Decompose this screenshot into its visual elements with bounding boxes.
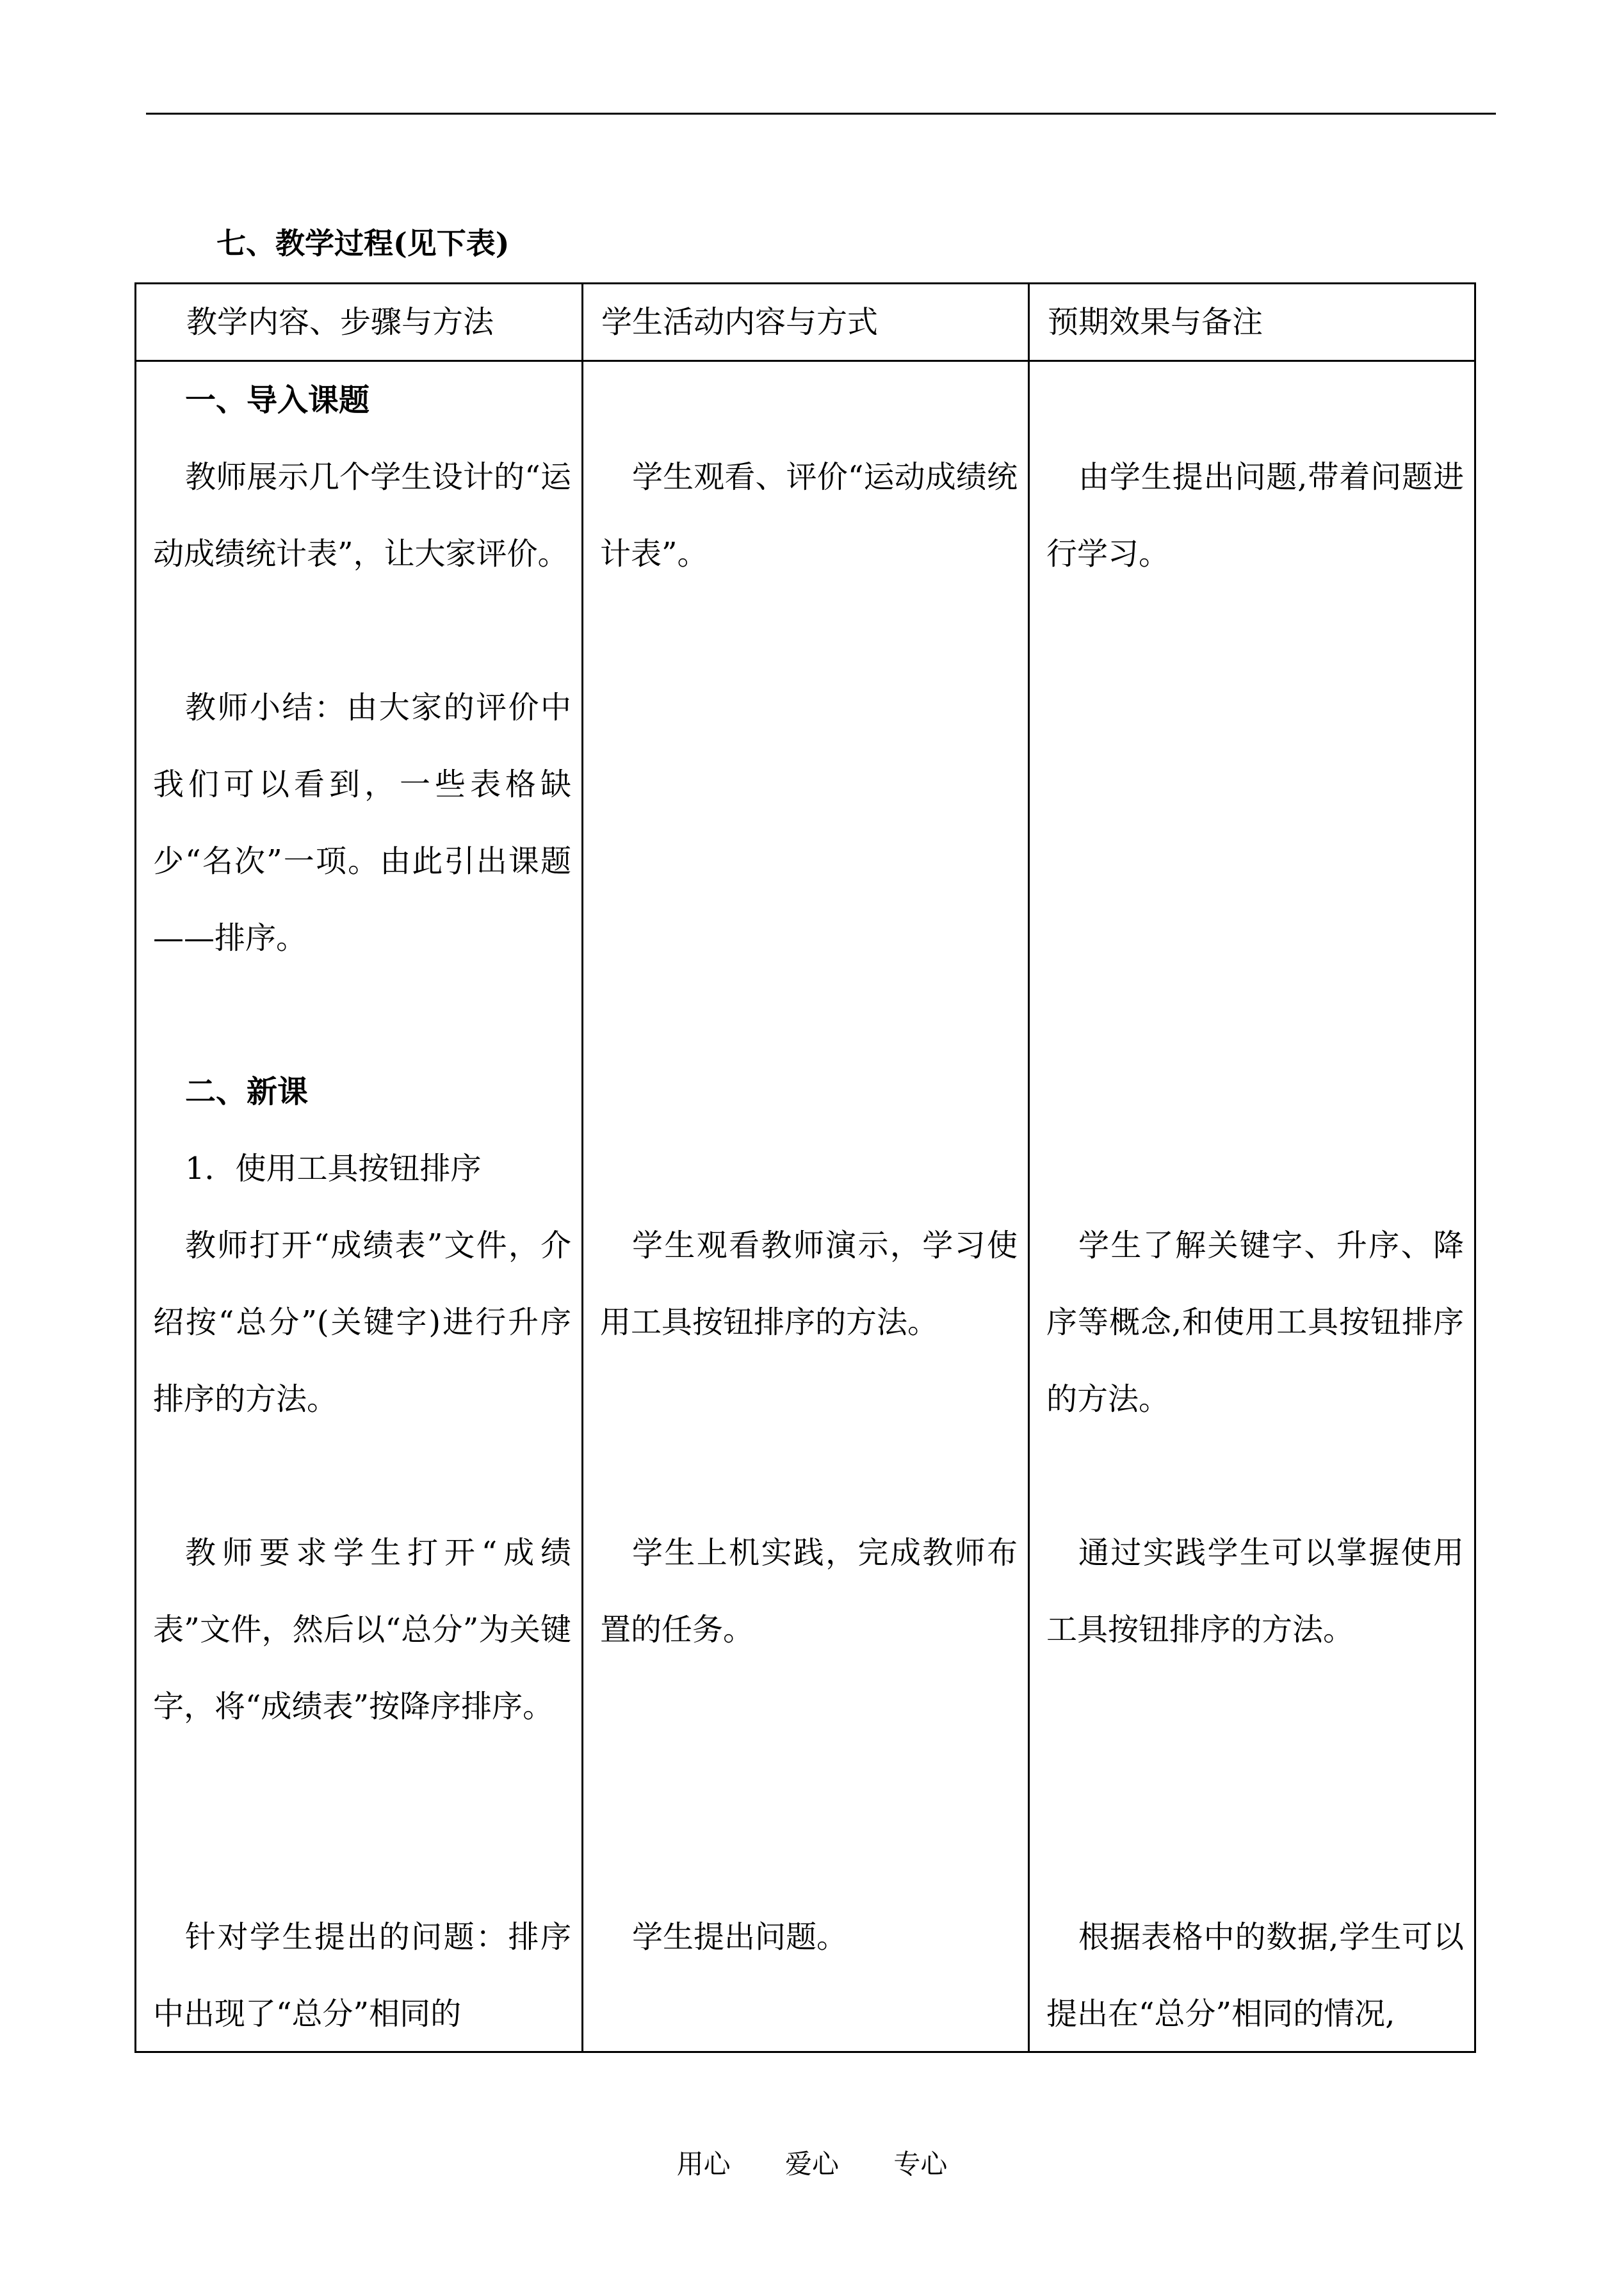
paragraph-teacher-assigns: 教师要求学生打开“成绩表”文件，然后以“总分”为关键字，将“成绩表”按降序排序。 — [153, 1535, 571, 1724]
paragraph-effect-questions: 由学生提出问题,带着问题进行学习。 — [1046, 459, 1464, 572]
column-teaching-content — [136, 361, 583, 2052]
footer-word: 用心 — [676, 2148, 731, 2180]
paragraph-effect-data: 根据表格中的数据,学生可以提出在“总分”相同的情况, — [1046, 1919, 1464, 2032]
paragraph-student-watch: 学生观看教师演示，学习使用工具按钮排序的方法。 — [600, 1228, 1018, 1340]
teaching-process-table — [134, 282, 1476, 2053]
heading-new-lesson: 二、新课 — [185, 1074, 309, 1110]
footer-word: 爱心 — [784, 2148, 839, 2180]
table-header-row — [136, 284, 1475, 361]
heading-intro: 一、导入课题 — [185, 382, 370, 418]
header-expected-effect: 预期效果与备注 — [1029, 284, 1475, 361]
header-rule — [146, 113, 1496, 115]
section-title: 七、教学过程(见下表) — [216, 226, 510, 261]
header-student-activity: 学生活动内容与方式 — [583, 284, 1029, 361]
paragraph-effect-master: 通过实践学生可以掌握使用工具按钮排序的方法。 — [1046, 1535, 1464, 1648]
paragraph-teacher-shows: 教师展示几个学生设计的“运动成绩统计表”，让大家评价。 — [153, 459, 571, 572]
paragraph-student-evaluate: 学生观看、评价“运动成绩统计表”。 — [600, 459, 1018, 572]
paragraph-teacher-opens-file: 教师打开“成绩表”文件，介绍按“总分”(关键字)进行升序排序的方法。 — [153, 1228, 571, 1417]
footer-word: 专心 — [893, 2148, 948, 2180]
column-expected-effect — [1029, 361, 1475, 2052]
table-row — [136, 361, 1475, 2052]
paragraph-student-practice: 学生上机实践，完成教师布置的任务。 — [600, 1535, 1018, 1648]
page-footer — [0, 2145, 1624, 2184]
paragraph-student-question: 针对学生提出的问题：排序中出现了“总分”相同的 — [153, 1919, 571, 2032]
paragraph-student-ask: 学生提出问题。 — [632, 1919, 848, 1955]
paragraph-teacher-summary: 教师小结：由大家的评价中我们可以看到，一些表格缺少“名次”一项。由此引出课题——排序。 — [153, 690, 571, 956]
paragraph-effect-concepts: 学生了解关键字、升序、降序等概念,和使用工具按钮排序的方法。 — [1046, 1228, 1464, 1417]
header-content-steps: 教学内容、步骤与方法 — [136, 284, 583, 361]
column-student-activity — [583, 361, 1029, 2052]
subheading-toolbar-sort: 1．使用工具按钮排序 — [185, 1151, 482, 1187]
